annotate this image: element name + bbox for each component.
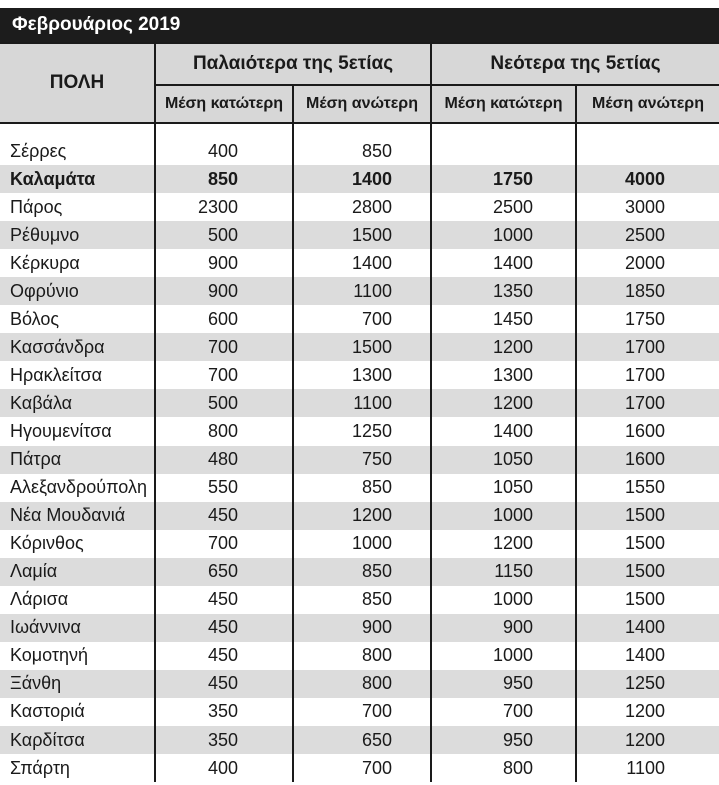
old-high-cell: 750 (293, 446, 431, 474)
new-low-cell: 1000 (431, 642, 576, 670)
table-row (0, 698, 719, 726)
new-high-cell: 1400 (576, 642, 719, 670)
city-cell: Νέα Μουδανιά (0, 502, 155, 530)
new-low-cell: 800 (431, 754, 576, 782)
new-high-cell: 1500 (576, 530, 719, 558)
table-row (0, 249, 719, 277)
group-header-old: Παλαιότερα της 5ετίας (155, 43, 431, 85)
city-cell: Ρέθυμνο (0, 221, 155, 249)
old-low-cell: 480 (155, 446, 293, 474)
new-high-cell: 1200 (576, 698, 719, 726)
city-cell: Αλεξανδρούπολη (10, 477, 147, 498)
city-cell: Σπάρτη (10, 757, 70, 778)
table-row (0, 277, 719, 305)
new-low-cell: 1200 (431, 530, 576, 558)
table-row (0, 670, 719, 698)
table-row (0, 530, 719, 558)
city-cell: Κομοτηνή (10, 645, 89, 666)
old-low-cell: 700 (155, 361, 293, 389)
new-low-cell: 950 (431, 670, 576, 698)
old-high-cell: 700 (293, 305, 431, 333)
city-cell: Καστοριά (10, 701, 85, 722)
table-row (0, 417, 719, 445)
city-cell: Σέρρες (10, 140, 67, 161)
old-low-cell: 450 (155, 642, 293, 670)
old-high-cell: 2800 (293, 193, 431, 221)
new-low-cell: 1400 (431, 417, 576, 445)
column-header-new-low: Μέση κατώτερη (431, 85, 576, 123)
city-cell: Ηγουμενίτσα (10, 420, 112, 441)
old-low-cell: 2300 (155, 193, 293, 221)
table-row (0, 614, 719, 642)
city-cell: Ξάνθη (0, 670, 155, 698)
table-row (0, 305, 719, 333)
city-cell: Ηρακλείτσα (10, 364, 103, 385)
new-high-cell: 1700 (576, 361, 719, 389)
new-high-cell: 1500 (576, 558, 719, 586)
new-low-cell: 950 (431, 726, 576, 754)
new-high-cell: 1850 (576, 277, 719, 305)
old-low-cell: 700 (155, 333, 293, 361)
new-low-cell: 1200 (431, 389, 576, 417)
old-high-cell: 700 (293, 754, 431, 782)
old-high-cell: 800 (293, 642, 431, 670)
old-high-cell: 650 (293, 726, 431, 754)
old-high-cell: 1250 (293, 417, 431, 445)
city-cell: Καρδίτσα (0, 726, 155, 754)
old-high-cell: 1500 (293, 333, 431, 361)
table-row (0, 193, 719, 221)
new-low-cell: 1050 (431, 446, 576, 474)
old-low-cell: 350 (155, 726, 293, 754)
rent-table-container (0, 42, 719, 782)
old-high-cell: 850 (293, 474, 431, 502)
old-low-cell: 600 (155, 305, 293, 333)
table-body (0, 123, 719, 782)
new-low-cell: 1400 (431, 249, 576, 277)
new-high-cell: 2500 (576, 221, 719, 249)
old-high-cell: 1200 (293, 502, 431, 530)
new-low-cell: 700 (431, 698, 576, 726)
spacer-cell (431, 123, 576, 137)
new-low-cell: 1000 (431, 502, 576, 530)
new-high-cell: 1100 (576, 754, 719, 782)
new-high-cell (576, 137, 719, 165)
new-high-cell: 1550 (576, 474, 719, 502)
old-high-cell: 1100 (293, 277, 431, 305)
new-low-cell: 1000 (431, 221, 576, 249)
new-high-cell: 2000 (576, 249, 719, 277)
city-cell: Κέρκυρα (10, 252, 80, 273)
old-low-cell: 900 (155, 277, 293, 305)
old-low-cell: 350 (155, 698, 293, 726)
old-low-cell: 500 (155, 221, 293, 249)
old-high-cell: 1100 (293, 389, 431, 417)
table-title: Φεβρουάριος 2019 (0, 8, 719, 42)
rent-table (0, 42, 719, 782)
spacer-cell (155, 123, 293, 137)
old-high-cell: 700 (293, 698, 431, 726)
old-low-cell: 450 (155, 614, 293, 642)
new-low-cell: 1050 (431, 474, 576, 502)
new-high-cell: 1750 (576, 305, 719, 333)
old-high-cell: 800 (293, 670, 431, 698)
new-low-cell (431, 137, 576, 165)
new-low-cell: 1300 (431, 361, 576, 389)
new-low-cell: 1450 (431, 305, 576, 333)
table-row (0, 726, 719, 754)
header-spacer-row (0, 123, 719, 137)
city-cell: Πάρος (10, 196, 63, 217)
city-cell: Βόλος (10, 308, 60, 329)
new-high-cell: 1600 (576, 446, 719, 474)
table-row (0, 446, 719, 474)
old-high-cell: 850 (293, 137, 431, 165)
spacer-cell (0, 123, 155, 137)
city-cell: Κόρινθος (10, 533, 84, 554)
new-high-cell: 1200 (576, 726, 719, 754)
old-low-cell: 450 (155, 502, 293, 530)
table-row (0, 754, 719, 782)
old-low-cell: 700 (155, 530, 293, 558)
old-low-cell: 900 (155, 249, 293, 277)
city-cell: Λάρισα (10, 589, 69, 610)
new-low-cell: 1750 (431, 165, 576, 193)
table-header (0, 43, 719, 123)
new-high-cell: 1700 (576, 389, 719, 417)
column-header-old-low: Μέση κατώτερη (155, 85, 293, 123)
city-cell: Ιωάννινα (0, 614, 155, 642)
group-header-new: Νεότερα της 5ετίας (431, 43, 719, 85)
old-high-cell: 1400 (293, 165, 431, 193)
old-high-cell: 850 (293, 586, 431, 614)
table-row (0, 165, 719, 193)
city-cell: Καβάλα (0, 389, 155, 417)
new-low-cell: 2500 (431, 193, 576, 221)
new-high-cell: 4000 (576, 165, 719, 193)
new-high-cell: 1250 (576, 670, 719, 698)
old-high-cell: 900 (293, 614, 431, 642)
old-high-cell: 1300 (293, 361, 431, 389)
city-cell: Κασσάνδρα (0, 333, 155, 361)
table-row (0, 586, 719, 614)
old-high-cell: 1500 (293, 221, 431, 249)
old-low-cell: 450 (155, 586, 293, 614)
city-cell: Λαμία (0, 558, 155, 586)
old-high-cell: 1000 (293, 530, 431, 558)
new-high-cell: 1500 (576, 586, 719, 614)
table-row (0, 642, 719, 670)
table-row (0, 333, 719, 361)
old-low-cell: 400 (155, 754, 293, 782)
column-header-old-high: Μέση ανώτερη (293, 85, 431, 123)
table-row (0, 137, 719, 165)
table-row (0, 221, 719, 249)
spacer-cell (293, 123, 431, 137)
new-low-cell: 1200 (431, 333, 576, 361)
new-low-cell: 1150 (431, 558, 576, 586)
spacer-cell (576, 123, 719, 137)
old-high-cell: 850 (293, 558, 431, 586)
old-low-cell: 500 (155, 389, 293, 417)
new-high-cell: 1600 (576, 417, 719, 445)
old-low-cell: 450 (155, 670, 293, 698)
new-high-cell: 1500 (576, 502, 719, 530)
city-cell: Οφρύνιο (0, 277, 155, 305)
old-high-cell: 1400 (293, 249, 431, 277)
new-high-cell: 3000 (576, 193, 719, 221)
new-high-cell: 1700 (576, 333, 719, 361)
old-low-cell: 850 (155, 165, 293, 193)
table-row (0, 361, 719, 389)
new-low-cell: 1350 (431, 277, 576, 305)
old-low-cell: 650 (155, 558, 293, 586)
new-high-cell: 1400 (576, 614, 719, 642)
column-header-new-high: Μέση ανώτερη (576, 85, 719, 123)
new-low-cell: 900 (431, 614, 576, 642)
old-low-cell: 550 (155, 474, 293, 502)
table-row (0, 558, 719, 586)
city-cell: Καλαμάτα (0, 165, 155, 193)
table-row (0, 502, 719, 530)
old-low-cell: 400 (155, 137, 293, 165)
old-low-cell: 800 (155, 417, 293, 445)
new-low-cell: 1000 (431, 586, 576, 614)
city-cell: Πάτρα (0, 446, 155, 474)
column-header-city: ΠΟΛΗ (0, 43, 155, 123)
table-row (0, 389, 719, 417)
table-row (0, 474, 719, 502)
